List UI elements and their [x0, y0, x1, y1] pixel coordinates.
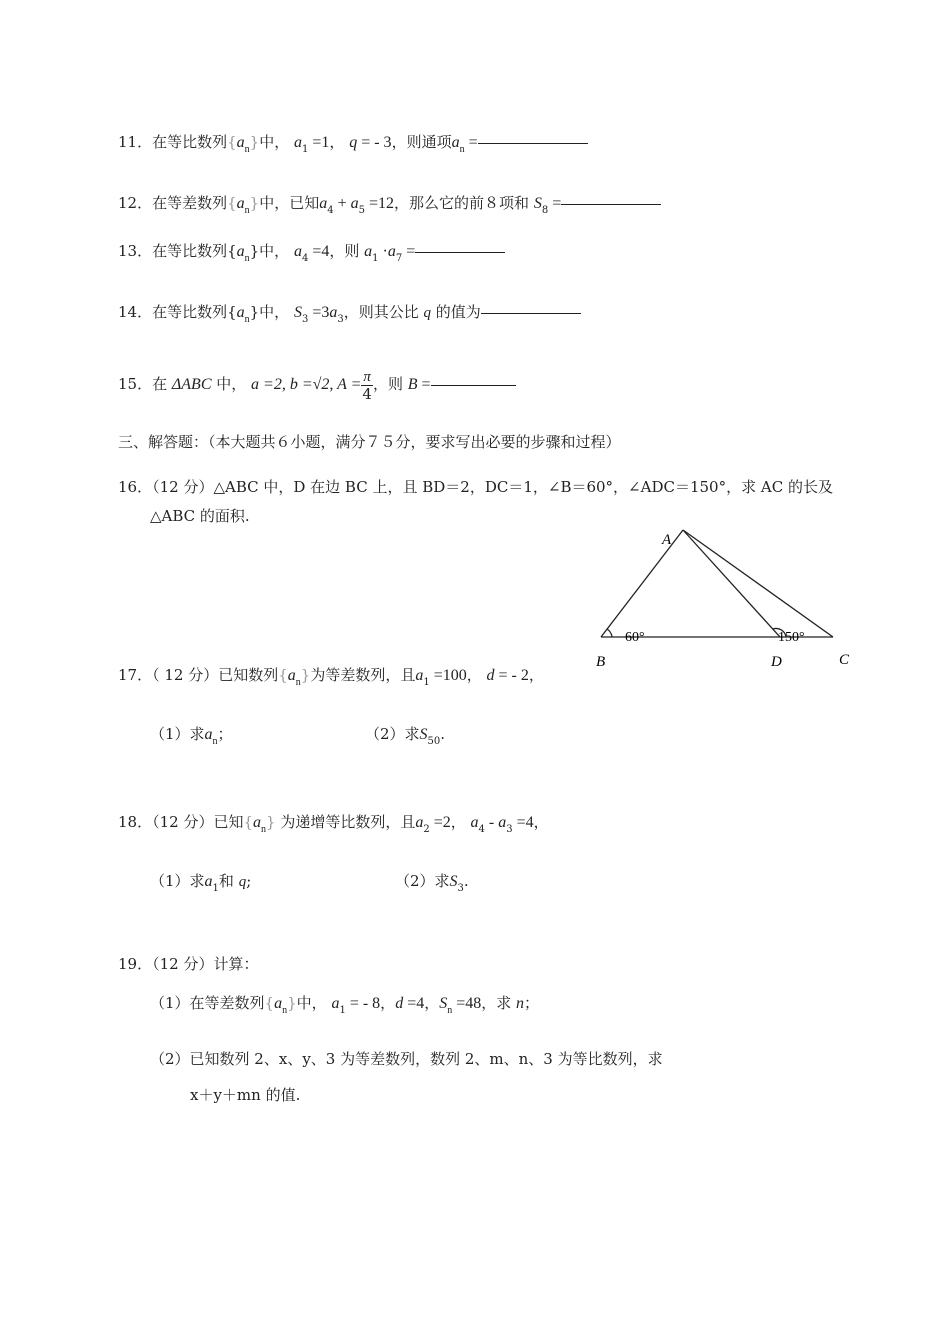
- question-11: 11．在等比数列$\{a_n\}$中， $a_1 =1$， q = - 3，则通项$a_n$ =: [118, 131, 588, 156]
- question-18-part-1: （1）求$a_1$和 q;: [150, 872, 252, 894]
- question-19-part-2: （2）已知数列 2、x、y、3 为等差数列，数列 2、m、n、3 为等比数列，求: [150, 1050, 663, 1068]
- question-18-part-2: （2）求$S_3$.: [395, 872, 469, 894]
- question-number: 16．: [118, 478, 153, 496]
- angle-b-label: 60°: [625, 630, 645, 645]
- question-12: 12．在等差数列$\{a_n\}$中，已知$a_4 + a_5 =12$，那么它的前８项和 $S_8$ =: [118, 192, 661, 217]
- question-19-part-2-continued: x＋y＋mn 的值.: [190, 1086, 301, 1104]
- answer-blank: [478, 143, 588, 144]
- question-19-part-1: （1）在等差数列$\{a_n\}$中， $a_1$ = - 8，d =4，$S_n =48$，求 n；: [150, 994, 540, 1016]
- question-number: 12．: [118, 194, 153, 212]
- triangle-figure: [590, 524, 860, 674]
- angle-b-arc: [607, 629, 612, 637]
- pi-over-four: $\frac{\pi}{4}$: [362, 368, 372, 403]
- question-14: 14．在等比数列$\{a_n\}$中， $S_3 =3a_3$，则其公比 q 的值为: [118, 301, 581, 326]
- section-heading: 三、解答题：（本大题共６小题，满分７５分，要求写出必要的步骤和过程）: [118, 433, 621, 451]
- segment-ac: [683, 530, 833, 637]
- question-number: 15．: [118, 375, 153, 393]
- question-17-part-1: （1）求$a_n$；: [150, 725, 233, 747]
- answer-blank: [561, 204, 661, 205]
- angle-d-label: 150°: [778, 630, 805, 645]
- question-17-part-2: （2）求$S_{50}$.: [365, 725, 446, 747]
- question-number: 11．: [118, 133, 153, 151]
- question-15: 15．在 ΔABC 中， a =2, b =√2, A = $\frac{\pi}{4}$ ，则 B =: [118, 362, 516, 406]
- question-number: 19．: [118, 955, 153, 973]
- vertex-d-label: D: [771, 654, 782, 670]
- question-number: 13．: [118, 242, 153, 260]
- segment-ad: [683, 530, 780, 637]
- question-16-continued: △ABC 的面积.: [150, 507, 250, 525]
- vertex-a-label: A: [662, 532, 672, 548]
- question-number: 14．: [118, 303, 153, 321]
- question-17: 17．（ 12 分）已知数列$\{a_n\}$为等差数列，且$a_1 =100$， d = - 2，: [118, 666, 544, 688]
- question-number: 17．: [118, 666, 153, 684]
- answer-blank: [415, 252, 505, 253]
- question-16: 16．（12 分）△ABC 中，D 在边 BC 上，且 BD＝2，DC＝1，∠B＝60°，∠ADC＝150°，求 AC 的长及: [118, 478, 833, 496]
- question-number: 18．: [118, 813, 153, 831]
- answer-blank: [481, 313, 581, 314]
- question-13: 13．在等比数列$\{a_n\}$中， $a_4 =4$，则 $a_1 \cdot a_7$ =: [118, 240, 505, 265]
- vertex-c-label: C: [839, 652, 850, 668]
- question-19: 19．（12 分）计算：: [118, 955, 259, 973]
- answer-blank: [431, 385, 516, 386]
- vertex-b-label: B: [596, 654, 606, 670]
- question-18: 18．（12 分）已知$\{a_n\}$ 为递增等比数列，且$a_2 =2$， $a_4 - a_3 =4$，: [118, 813, 549, 835]
